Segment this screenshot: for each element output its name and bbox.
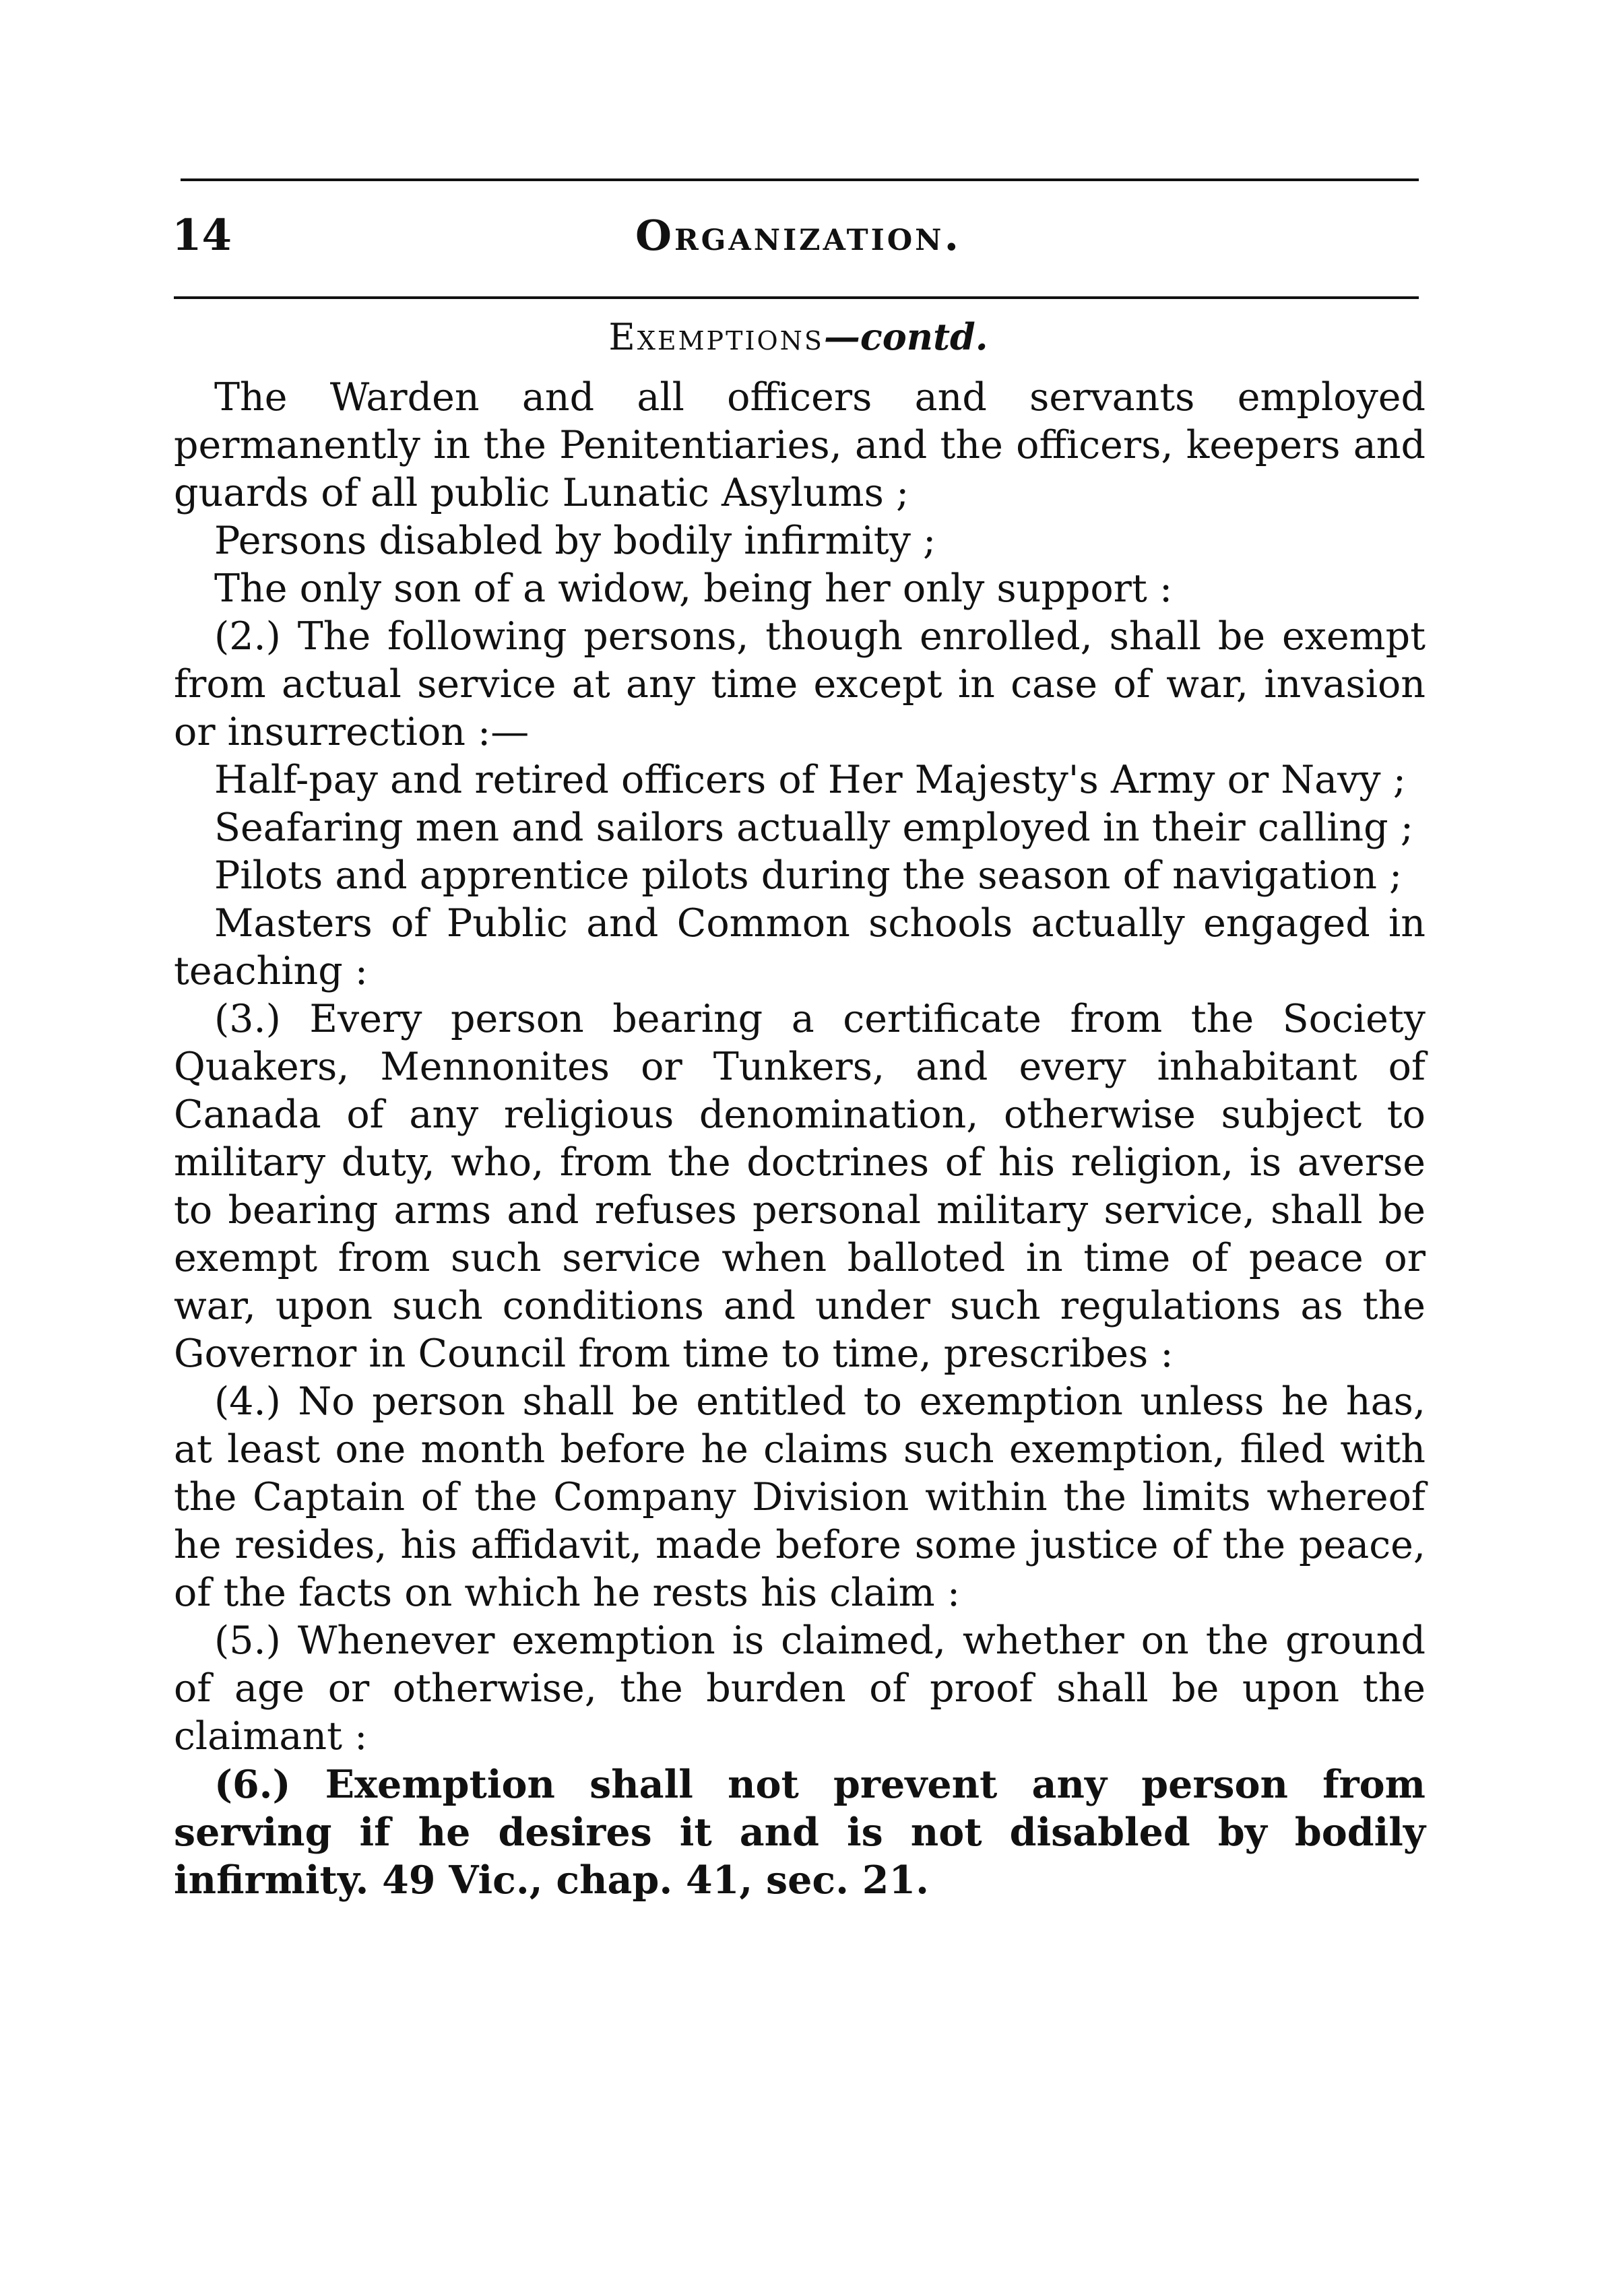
section-heading	[172, 306, 1425, 368]
header-bottom-rule	[174, 296, 1419, 299]
running-title: Organization.	[635, 211, 962, 260]
body-text	[174, 374, 1426, 1904]
paragraph-1: The Warden and all officers and servants employed permanently in the Penitentiaries, and the officers, keepers and guards of all public Lunatic Asylums ;	[174, 375, 1426, 515]
running-head	[172, 202, 1425, 276]
section-heading-caps: Exemptions	[608, 316, 824, 358]
paragraph-2: Persons disabled by bodily infirmity ;	[214, 519, 936, 563]
header-top-rule	[181, 178, 1419, 181]
paragraph-11: (5.) Whenever exemption is claimed, whether on the ground of age or otherwise, the burden of proof shall be upon the claimant :	[174, 1618, 1426, 1759]
paragraph-8: Masters of Public and Common schools actually engaged in teaching :	[174, 901, 1426, 993]
paragraph-5: Half-pay and retired officers of Her Majesty's Army or Navy ;	[214, 758, 1406, 802]
paragraph-6: Seafaring men and sailors actually employed in their calling ;	[214, 806, 1413, 850]
paragraph-3: The only son of a widow, being her only support :	[214, 566, 1173, 611]
paragraph-7: Pilots and apprentice pilots during the season of navigation ;	[214, 853, 1403, 898]
paragraph-10: (4.) No person shall be entitled to exemption unless he has, at least one month before he claims such exemption, filed with the Captain of the Company Division within the limits whereof he resides, his affidavit, made before some justice of the peace, of the facts on which he rests his claim :	[174, 1379, 1426, 1615]
paragraph-4: (2.) The following persons, though enrolled, shall be exempt from actual service at any time except in case of war, invasion or insurrection :—	[174, 614, 1426, 754]
section-heading-suffix: —contd.	[823, 315, 988, 358]
paragraph-12: (6.) Exemption shall not prevent any person from serving if he desires it and is not disabled by bodily infirmity. 49 Vic., chap. 41, sec. 21.	[174, 1762, 1426, 1903]
paragraph-9: (3.) Every person bearing a certificate from the Society Quakers, Mennonites or Tunkers, and every inhabitant of Canada of any religious denomination, otherwise subject to military duty, who, from the doctrines of his religion, is averse to bearing arms and refuses personal military service, shall be exempt from such service when balloted in time of peace or war, upon such conditions and under such regulations as the Governor in Council from time to time, prescribes :	[174, 997, 1426, 1376]
page-number: 14	[172, 210, 232, 261]
